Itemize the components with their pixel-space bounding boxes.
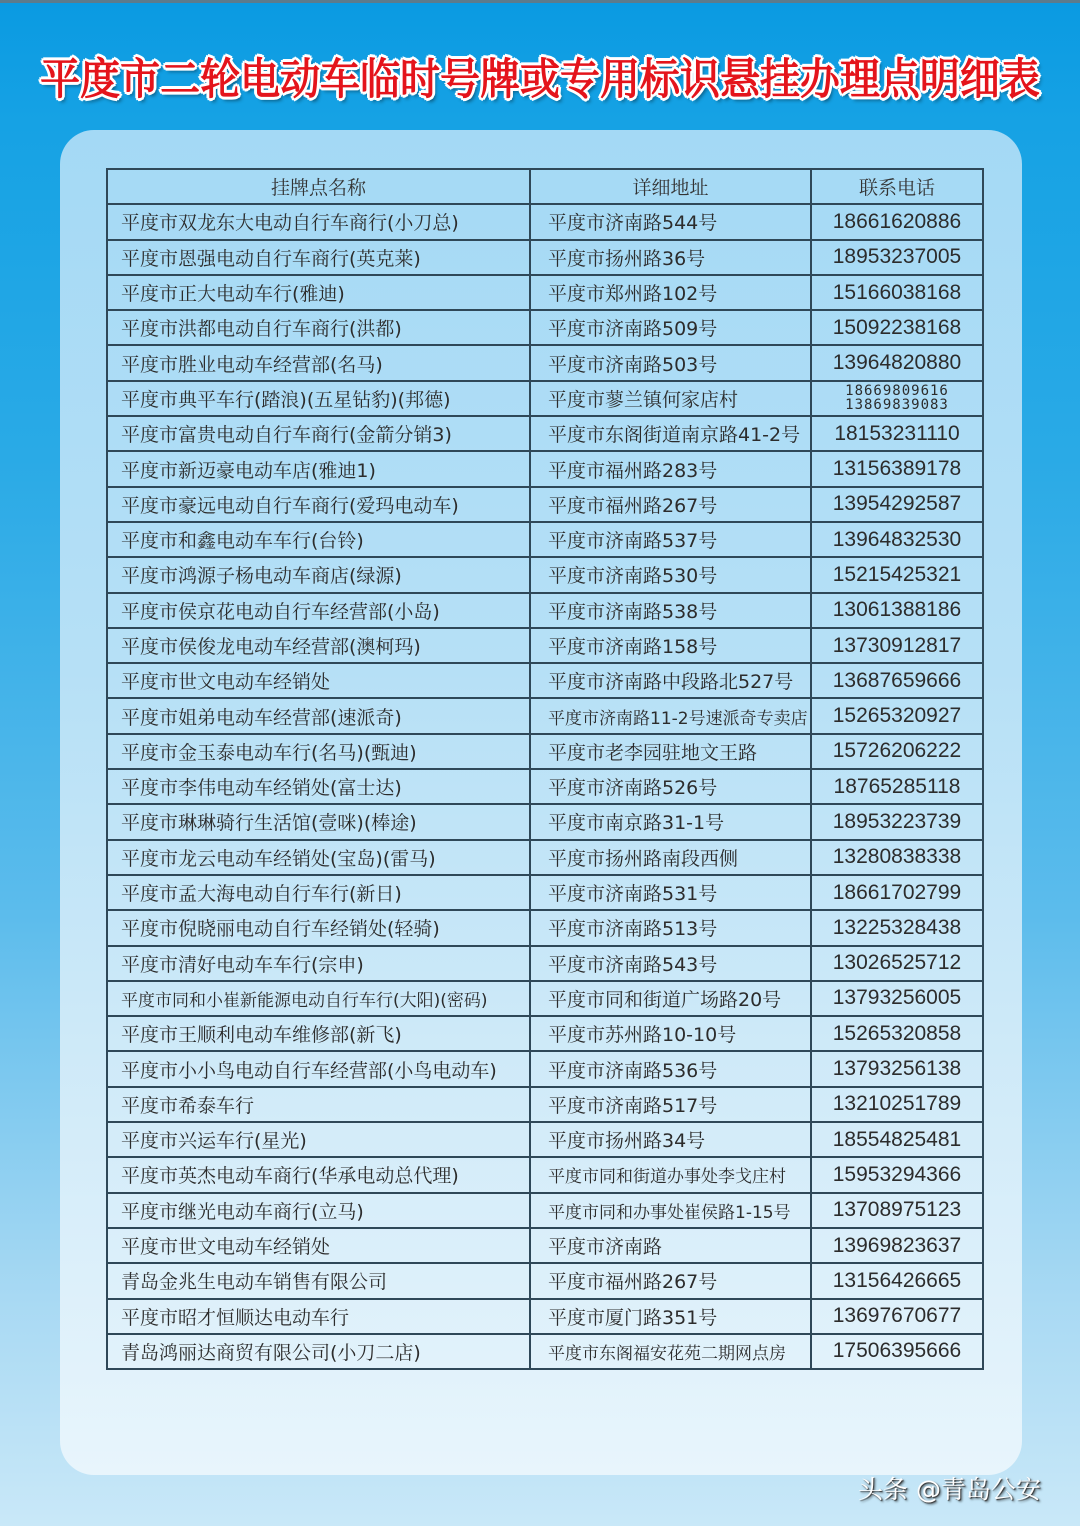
cell-phone: 17506395666 <box>811 1334 983 1369</box>
cell-phone: 13156426665 <box>811 1263 983 1298</box>
table-row <box>107 875 983 910</box>
table-row <box>107 451 983 486</box>
cell-name: 平度市金玉泰电动车行(名马)(甄迪) <box>107 734 530 769</box>
cell-address: 平度市济南路503号 <box>530 345 811 380</box>
table-row <box>107 345 983 380</box>
cell-name: 平度市英杰电动车商行(华承电动总代理) <box>107 1157 530 1192</box>
cell-name: 平度市倪晓丽电动自行车经销处(轻骑) <box>107 910 530 945</box>
cell-phone: 13061388186 <box>811 593 983 628</box>
cell-phone: 13708975123 <box>811 1193 983 1228</box>
cell-phone: 15726206222 <box>811 734 983 769</box>
cell-phone: 13793256005 <box>811 981 983 1016</box>
table-row <box>107 981 983 1016</box>
cell-phone: 18765285118 <box>811 769 983 804</box>
cell-address: 平度市郑州路102号 <box>530 275 811 310</box>
table-row <box>107 663 983 698</box>
cell-address: 平度市济南路517号 <box>530 1087 811 1122</box>
table-row <box>107 628 983 663</box>
phone-primary: 18669809616 <box>845 383 949 400</box>
cell-address: 平度市老李园驻地文王路 <box>530 734 811 769</box>
cell-phone: 15166038168 <box>811 275 983 310</box>
table-row <box>107 1051 983 1086</box>
cell-phone: 13964832530 <box>811 522 983 557</box>
cell-name: 青岛金兆生电动车销售有限公司 <box>107 1263 530 1298</box>
cell-address: 平度市扬州路36号 <box>530 240 811 275</box>
cell-address: 平度市同和办事处崔侯路1-15号 <box>530 1193 811 1228</box>
cell-address: 平度市济南路 <box>530 1228 811 1263</box>
header-phone: 联系电话 <box>811 169 983 204</box>
table-row <box>107 910 983 945</box>
table-row <box>107 416 983 451</box>
table-row <box>107 522 983 557</box>
cell-phone: 13687659666 <box>811 663 983 698</box>
cell-name: 平度市豪远电动自行车商行(爱玛电动车) <box>107 487 530 522</box>
cell-name: 平度市双龙东大电动自行车商行(小刀总) <box>107 204 530 239</box>
cell-address: 平度市蓼兰镇何家店村 <box>530 381 811 416</box>
registration-points-table <box>106 168 984 1370</box>
cell-address: 平度市同和街道广场路20号 <box>530 981 811 1016</box>
table-row <box>107 1122 983 1157</box>
cell-address: 平度市济南路543号 <box>530 946 811 981</box>
cell-name: 平度市正大电动车行(雅迪) <box>107 275 530 310</box>
cell-phone: 18661702799 <box>811 875 983 910</box>
cell-address: 平度市济南路538号 <box>530 593 811 628</box>
cell-name: 平度市同和小崔新能源电动自行车行(大阳)(密码) <box>107 981 530 1016</box>
table-row <box>107 275 983 310</box>
cell-name: 平度市孟大海电动自行车行(新日) <box>107 875 530 910</box>
table-row <box>107 1299 983 1334</box>
table-row <box>107 840 983 875</box>
cell-name: 平度市昭才恒顺达电动车行 <box>107 1299 530 1334</box>
table-row <box>107 804 983 839</box>
cell-name: 平度市富贵电动自行车商行(金箭分销3) <box>107 416 530 451</box>
cell-name: 平度市清好电动车车行(宗申) <box>107 946 530 981</box>
phone-secondary: 13869839083 <box>845 397 949 414</box>
cell-name: 平度市王顺利电动车维修部(新飞) <box>107 1016 530 1051</box>
cell-name: 平度市琳琳骑行生活馆(壹咪)(棒途) <box>107 804 530 839</box>
cell-phone: 13954292587 <box>811 487 983 522</box>
page-title: 平度市二轮电动车临时号牌或专用标识悬挂办理点明细表 <box>40 55 1040 105</box>
table-row <box>107 381 983 416</box>
table-row <box>107 1228 983 1263</box>
cell-address: 平度市苏州路10-10号 <box>530 1016 811 1051</box>
cell-phone: 15092238168 <box>811 310 983 345</box>
cell-address: 平度市济南路531号 <box>530 875 811 910</box>
cell-address: 平度市同和街道办事处李戈庄村 <box>530 1157 811 1192</box>
cell-phone: 15953294366 <box>811 1157 983 1192</box>
cell-address: 平度市济南路544号 <box>530 204 811 239</box>
header-name: 挂牌点名称 <box>107 169 530 204</box>
cell-name: 平度市希泰车行 <box>107 1087 530 1122</box>
cell-address: 平度市扬州路34号 <box>530 1122 811 1157</box>
cell-address: 平度市福州路267号 <box>530 487 811 522</box>
table-header-row <box>107 169 983 204</box>
cell-address: 平度市济南路526号 <box>530 769 811 804</box>
top-border-line <box>0 0 1080 3</box>
table-row <box>107 1016 983 1051</box>
table-row <box>107 204 983 239</box>
cell-name: 平度市姐弟电动车经营部(速派奇) <box>107 698 530 733</box>
cell-phone: 13225328438 <box>811 910 983 945</box>
cell-phone: 13210251789 <box>811 1087 983 1122</box>
cell-address: 平度市东阁福安花苑二期网点房 <box>530 1334 811 1369</box>
cell-name: 平度市继光电动车商行(立马) <box>107 1193 530 1228</box>
table-row <box>107 310 983 345</box>
cell-address: 平度市济南路513号 <box>530 910 811 945</box>
cell-address: 平度市济南路中段路北527号 <box>530 663 811 698</box>
cell-phone: 13026525712 <box>811 946 983 981</box>
cell-address: 平度市济南路509号 <box>530 310 811 345</box>
cell-name: 平度市胜业电动车经营部(名马) <box>107 345 530 380</box>
cell-phone: 13156389178 <box>811 451 983 486</box>
table-row <box>107 1087 983 1122</box>
cell-phone: 18953223739 <box>811 804 983 839</box>
cell-name: 平度市和鑫电动车车行(台铃) <box>107 522 530 557</box>
table-row <box>107 769 983 804</box>
table-row <box>107 240 983 275</box>
cell-phone: 18554825481 <box>811 1122 983 1157</box>
cell-phone: 15265320858 <box>811 1016 983 1051</box>
cell-name: 平度市恩强电动自行车商行(英克莱) <box>107 240 530 275</box>
cell-name: 平度市典平车行(踏浪)(五星钻豹)(邦德) <box>107 381 530 416</box>
cell-address: 平度市济南路11-2号速派奇专卖店 <box>530 698 811 733</box>
cell-address: 平度市福州路283号 <box>530 451 811 486</box>
table-row <box>107 1157 983 1192</box>
table-row <box>107 946 983 981</box>
watermark: 头条 @青岛公安 <box>858 1475 1041 1504</box>
table-row <box>107 734 983 769</box>
cell-address: 平度市济南路530号 <box>530 557 811 592</box>
header-address: 详细地址 <box>530 169 811 204</box>
table-row <box>107 487 983 522</box>
cell-phone: 13697670677 <box>811 1299 983 1334</box>
cell-name: 平度市洪都电动自行车商行(洪都) <box>107 310 530 345</box>
cell-phone: 18953237005 <box>811 240 983 275</box>
cell-phone: 18153231110 <box>811 416 983 451</box>
cell-address: 平度市福州路267号 <box>530 1263 811 1298</box>
cell-name: 平度市侯京花电动自行车经营部(小岛) <box>107 593 530 628</box>
table-row <box>107 593 983 628</box>
cell-phone: 13730912817 <box>811 628 983 663</box>
cell-phone: 15265320927 <box>811 698 983 733</box>
cell-name: 平度市小小鸟电动自行车经营部(小鸟电动车) <box>107 1051 530 1086</box>
cell-address: 平度市厦门路351号 <box>530 1299 811 1334</box>
cell-address: 平度市扬州路南段西侧 <box>530 840 811 875</box>
cell-name: 平度市李伟电动车经销处(富士达) <box>107 769 530 804</box>
cell-phone: 13793256138 <box>811 1051 983 1086</box>
cell-name: 平度市世文电动车经销处 <box>107 1228 530 1263</box>
cell-name: 平度市世文电动车经销处 <box>107 663 530 698</box>
table-body <box>107 204 983 1369</box>
table-row <box>107 1334 983 1369</box>
cell-name: 平度市侯俊龙电动车经营部(澳柯玛) <box>107 628 530 663</box>
cell-phone: 13964820880 <box>811 345 983 380</box>
cell-address: 平度市济南路537号 <box>530 522 811 557</box>
cell-address: 平度市南京路31-1号 <box>530 804 811 839</box>
cell-address: 平度市东阁街道南京路41-2号 <box>530 416 811 451</box>
cell-phone: 13969823637 <box>811 1228 983 1263</box>
table-row <box>107 557 983 592</box>
cell-phone: 18661620886 <box>811 204 983 239</box>
cell-name: 平度市新迈豪电动车店(雅迪1) <box>107 451 530 486</box>
cell-name: 平度市鸿源子杨电动车商店(绿源) <box>107 557 530 592</box>
cell-phone <box>811 381 983 416</box>
cell-phone: 13280838338 <box>811 840 983 875</box>
cell-address: 平度市济南路536号 <box>530 1051 811 1086</box>
cell-phone: 15215425321 <box>811 557 983 592</box>
cell-name: 平度市龙云电动车经销处(宝岛)(雷马) <box>107 840 530 875</box>
table-row <box>107 1263 983 1298</box>
table-row <box>107 698 983 733</box>
table-row <box>107 1193 983 1228</box>
cell-name: 青岛鸿丽达商贸有限公司(小刀二店) <box>107 1334 530 1369</box>
cell-address: 平度市济南路158号 <box>530 628 811 663</box>
cell-name: 平度市兴运车行(星光) <box>107 1122 530 1157</box>
